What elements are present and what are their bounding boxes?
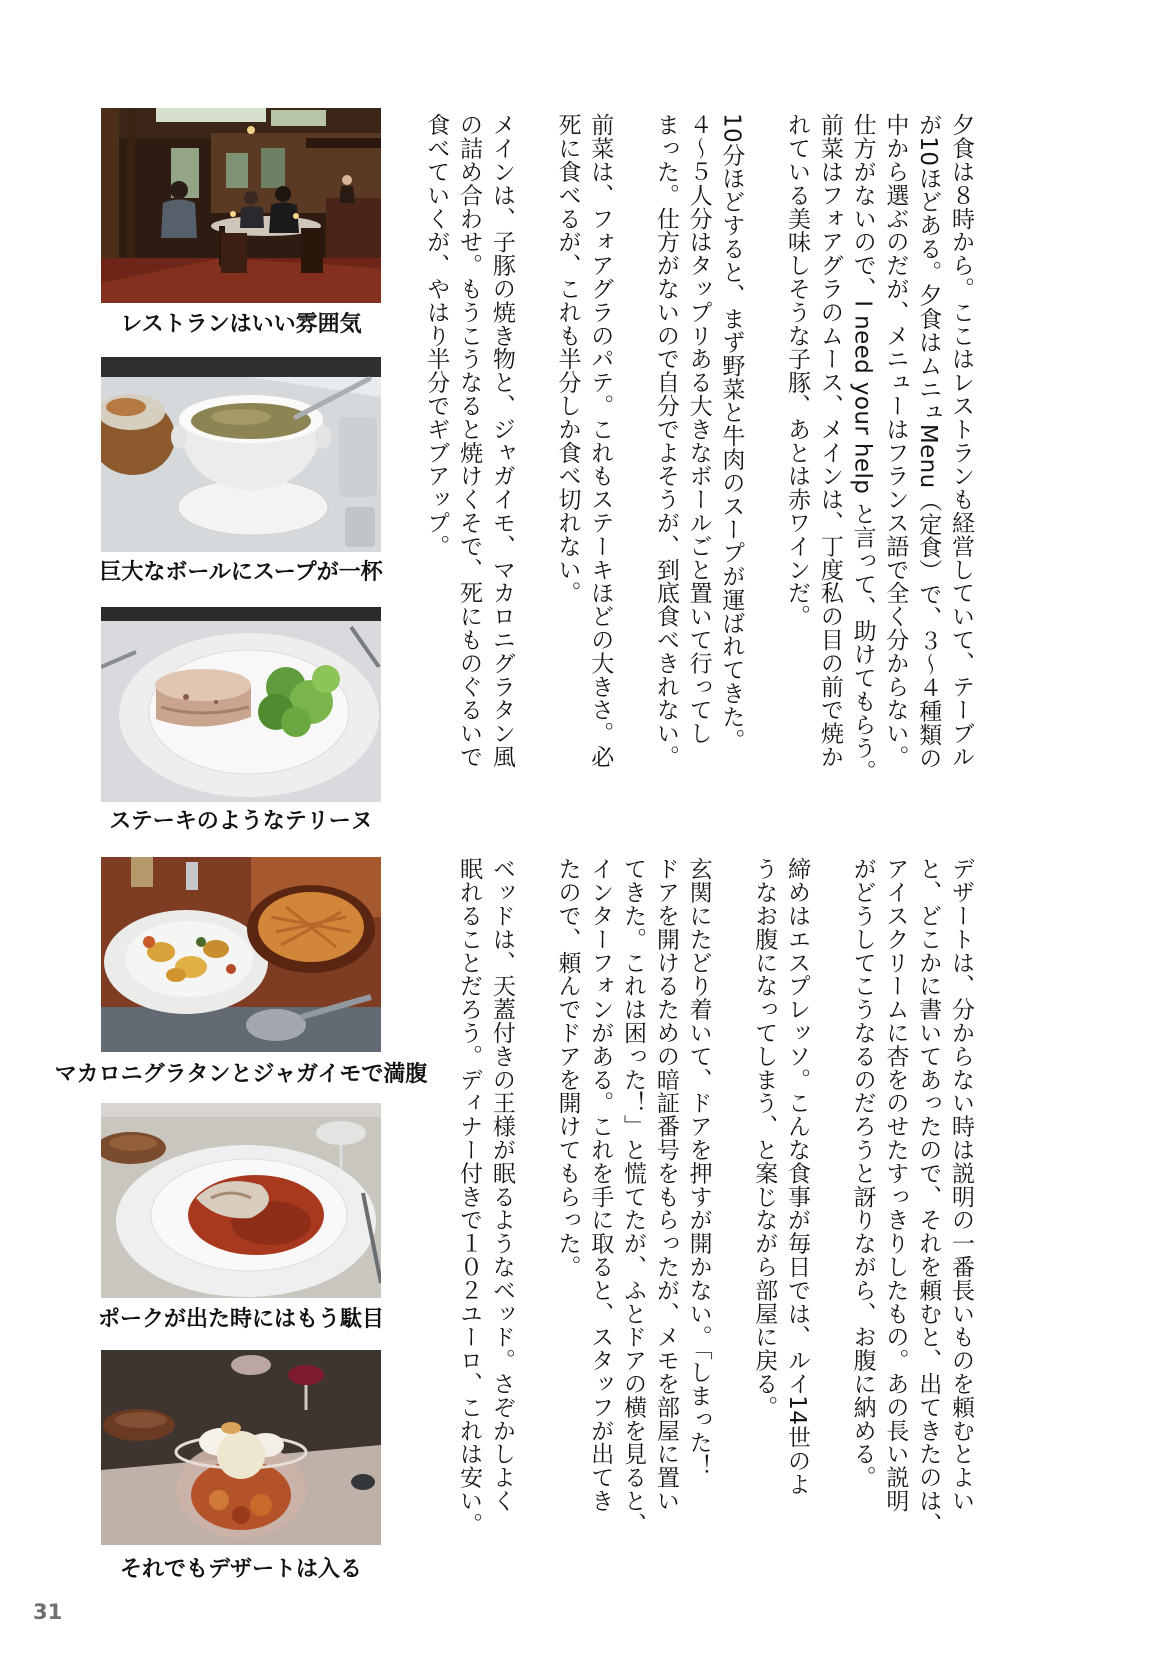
paragraph [551,857,715,1557]
photo-caption: レストランはいい雰囲気 [120,312,362,337]
text-line: れている美味しそうな子豚、あとは赤ワインだ。 [784,113,811,628]
text-line: ドアを開けるための暗証番号をもらったが、メモを部屋に置い [652,857,679,1513]
soup-bowl-photo [101,357,381,552]
pork-dish-photo [101,1103,381,1298]
text-line: うなお腹になってしまう、と案じながら部屋に戻る。 [751,857,778,1419]
paragraph [452,857,518,1557]
photo-caption: 巨大なボールにスープが一杯 [99,560,383,585]
text-line: 中から選ぶのだが、メニューはフランス語で全く分からない。 [882,113,909,769]
gratin-dish [247,885,375,973]
potato-dish [104,910,268,1014]
text-line: インターフォンがある。これを手に取ると、スタッフが出てき [587,857,614,1513]
paragraph [649,113,747,803]
paragraph [846,857,977,1557]
text-line: 仕方がないので、I need your help と言って、助けてもらう。 [849,113,876,783]
text-line: 眠れることだろう。ディナー付きで１０２ユーロ、これは安い。 [456,857,483,1536]
dessert-glass [176,1422,306,1538]
text-line: アイスクリームに杏をのせたすっきりしたもの。あの長い説明 [882,857,909,1513]
text-line: まった。仕方がないので自分でよそうが、到底食べきれない。 [652,113,679,769]
text-line: の詰め合わせ。もうこうなると焼けくそで、死にものぐるいで [456,113,483,769]
terrine-slice [155,669,251,727]
text-line: 締めはエスプレッソ。こんな食事が毎日では、ルイ14世のよ [784,857,811,1496]
text-line: 夕食は８時から。ここはレストランも経営していて、テーブル [948,113,974,769]
paragraph [747,857,813,1557]
photo-caption: マカロニグラタンとジャガイモで満腹 [54,1062,428,1087]
text-line: と、どこかに書いてあったので、それを頼むと、出てきたのは、 [915,857,942,1536]
text-line: 死に食べるが、これも半分しか食べ切れない。 [554,113,581,605]
text-line: 食べていくが、やはり半分でギブアップ。 [423,113,450,558]
terrine-plate-photo [101,607,381,802]
text-line: ４～５人分はタップリある大きなボールごと置いて行ってし [685,113,712,745]
text-line: 前菜は、フォアグラのパテ。これもステーキほどの大きさ。必 [587,113,614,769]
dessert-photo [101,1350,381,1545]
text-line: てきた。これは困った！」と慌てたが、ふとドアの横を見ると、 [620,857,647,1536]
paragraph [551,113,617,803]
photo-caption: ステーキのようなテリーヌ [109,809,373,834]
macaroni-gratin-photo [101,857,381,1052]
article-text-bottom [452,857,977,1557]
text-line: デザートは、分からない時は説明の一番長いものを頼むとよい [948,857,974,1513]
text-line: ベッドは、天蓋付きの王様が眠るようなベッド。さぞかしよく [488,857,515,1513]
paragraph [780,113,977,803]
text-line: たので、頼んでドアを開けてもらった。 [554,857,581,1279]
article-text-top [419,113,977,803]
photo-caption: それでもデザートは入る [119,1557,362,1582]
text-line: 10分ほどすると、まず野菜と牛肉のスープが運ばれてきた。 [718,113,745,752]
text-line: が10ほどある。夕食はムニュMenu（定食）で、３～４種類の [915,113,942,770]
text-line: 玄関にたどり着いて、ドアを押すが開かない。「しまった！ [685,857,712,1478]
page-number: 31 [33,1600,63,1624]
pork-plate [116,1145,376,1297]
photo-caption: ポークが出た時にはもう駄目 [97,1307,384,1332]
restaurant-interior-photo [101,108,381,303]
text-line: 前菜はフォアグラのムース、メインは、丁度私の目の前で焼か [816,113,843,769]
text-line: がどうしてこうなるのだろうと訝りながら、お腹に納める。 [849,857,876,1489]
text-line: メインは、子豚の焼き物と、ジャガイモ、マカロニグラタン風 [488,113,515,769]
paragraph [419,113,517,803]
